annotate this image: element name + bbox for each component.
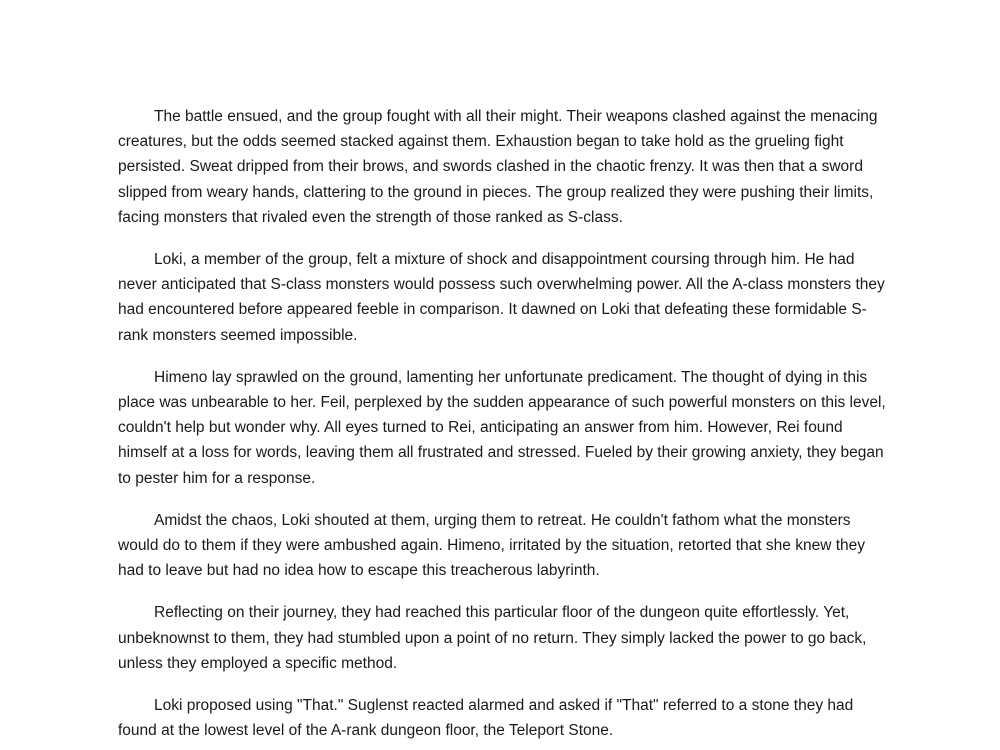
paragraph: Reflecting on their journey, they had reached this particular floor of the dungeon quite effortlessly. Yet, unbeknownst to them, they had stumbled upon a point of no return. They simply lacked the power to go back, unless they employed a specific method. — [118, 604, 867, 672]
paragraph: Loki, a member of the group, felt a mixture of shock and disappointment coursing through him. He had never anticipated that S-class monsters would possess such overwhelming power. All the A-class monsters they had encountered before appeared feeble in comparison. It dawned on Loki that defeating these formidable S-rank monsters seemed impossible. — [118, 251, 885, 344]
paragraph: Himeno lay sprawled on the ground, lamenting her unfortunate predicament. The thought of dying in this place was unbearable to her. Feil, perplexed by the sudden appearance of such powerful monsters on this level, couldn't help but wonder why. All eyes turned to Rei, anticipating an answer from him. However, Rei found himself at a loss for words, leaving them all frustrated and stressed. Fueled by their growing anxiety, they began to pester him for a response. — [118, 368, 886, 487]
document-body — [118, 104, 888, 750]
paragraph: The battle ensued, and the group fought with all their might. Their weapons clashed against the menacing creatures, but the odds seemed stacked against them. Exhaustion began to take hold as the grueling fight persisted. Sweat dripped from their brows, and swords clashed in the chaotic frenzy. It was then that a sword slipped from weary hands, clattering to the ground in pieces. The group realized they were pushing their limits, facing monsters that rivaled even the strength of those ranked as S-class. — [118, 108, 878, 226]
paragraph: Amidst the chaos, Loki shouted at them, urging them to retreat. He couldn't fathom what the monsters would do to them if they were ambushed again. Himeno, irritated by the situation, retorted that she knew they had to leave but had no idea how to escape this treacherous labyrinth. — [118, 511, 865, 580]
paragraph: Loki proposed using "That." Suglenst reacted alarmed and asked if "That" referred to a stone they had found at the lowest level of the A-rank dungeon floor, the Teleport Stone. — [118, 697, 854, 740]
